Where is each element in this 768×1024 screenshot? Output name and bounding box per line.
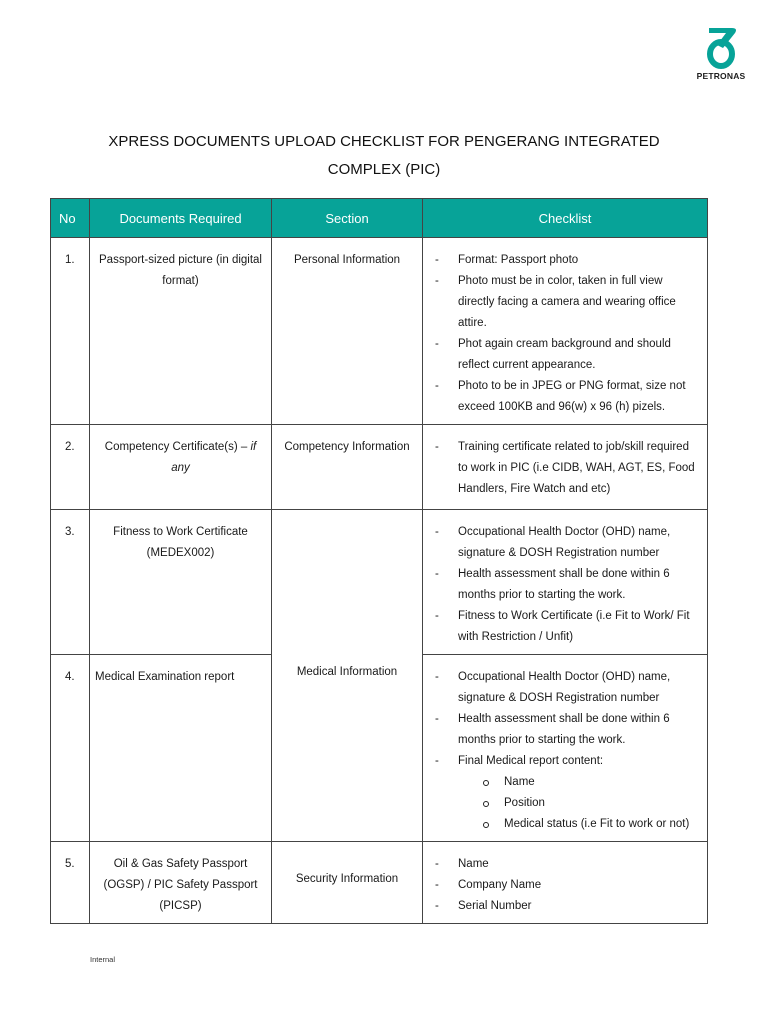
checklist-item	[431, 751, 699, 835]
checklist-item: - Format: Passport photo	[431, 250, 699, 271]
checklist-item: - Health assessment shall be done within 6 months prior to starting the work.	[431, 564, 699, 606]
table-row	[51, 510, 708, 655]
table-row	[51, 238, 708, 425]
section-name: Competency Information	[272, 425, 423, 510]
checklist-subitem: Medical status (i.e Fit to work or not)	[477, 814, 699, 835]
checklist-cell	[423, 238, 708, 425]
document-required	[90, 425, 272, 510]
row-number: 2.	[51, 425, 90, 510]
checklist-cell	[423, 425, 708, 510]
row-number: 4.	[51, 655, 90, 842]
checklist-item: - Photo must be in color, taken in full view directly facing a camera and wearing office attire.	[431, 271, 699, 334]
document-required: Oil & Gas Safety Passport (OGSP) / PIC Safety Passport (PICSP)	[90, 842, 272, 924]
row-number: 1.	[51, 238, 90, 425]
checklist-table	[50, 198, 708, 924]
document-condition: if any	[171, 441, 257, 474]
table-row	[51, 842, 708, 924]
table-row	[51, 425, 708, 510]
checklist-subitem: Position	[477, 793, 699, 814]
header-documents: Documents Required	[90, 199, 272, 238]
section-name: Security Information	[272, 842, 423, 924]
checklist-cell	[423, 842, 708, 924]
document-title	[80, 128, 688, 184]
title-line-1: XPRESS DOCUMENTS UPLOAD CHECKLIST FOR PENGERANG INTEGRATED	[108, 133, 660, 150]
checklist-item: - Fitness to Work Certificate (i.e Fit to Work/ Fit with Restriction / Unfit)	[431, 606, 699, 648]
checklist-cell	[423, 510, 708, 655]
checklist-item: - Photo to be in JPEG or PNG format, size not exceed 100KB and 96(w) x 96 (h) pizels.	[431, 376, 699, 418]
checklist-item: - Serial Number	[431, 896, 699, 917]
checklist-item-text: Final Medical report content:	[458, 755, 604, 767]
title-line-2: COMPLEX (PIC)	[327, 161, 441, 178]
checklist-subitem: Name	[477, 772, 699, 793]
petronas-logo	[692, 24, 750, 90]
header-no: No	[51, 199, 90, 238]
document-required-text: Competency Certificate(s) –	[104, 441, 251, 453]
checklist-cell	[423, 655, 708, 842]
section-name: Medical Information	[272, 510, 423, 842]
classification-label: Internal	[90, 955, 116, 964]
document-required: Fitness to Work Certificate (MEDEX002)	[90, 510, 272, 655]
row-number: 5.	[51, 842, 90, 924]
logo-wordmark: PETRONAS	[696, 71, 746, 81]
checklist-item: - Occupational Health Doctor (OHD) name, signature & DOSH Registration number	[431, 667, 699, 709]
document-required: Medical Examination report	[90, 655, 272, 842]
row-number: 3.	[51, 510, 90, 655]
checklist-item: - Phot again cream background and should reflect current appearance.	[431, 334, 699, 376]
checklist-item: - Name	[431, 854, 699, 875]
header-section: Section	[272, 199, 423, 238]
table-header-row	[51, 199, 708, 238]
checklist-item: - Training certificate related to job/skill required to work in PIC (i.e CIDB, WAH, AGT, ES, Food Handlers, Fire Watch and etc)	[431, 437, 699, 500]
checklist-item: - Company Name	[431, 875, 699, 896]
header-checklist: Checklist	[423, 199, 708, 238]
checklist-item: - Health assessment shall be done within 6 months prior to starting the work.	[431, 709, 699, 751]
section-name: Personal Information	[272, 238, 423, 425]
checklist-item: - Occupational Health Doctor (OHD) name, signature & DOSH Registration number	[431, 522, 699, 564]
document-required: Passport-sized picture (in digital format)	[90, 238, 272, 425]
petronas-emblem-icon	[692, 24, 750, 70]
